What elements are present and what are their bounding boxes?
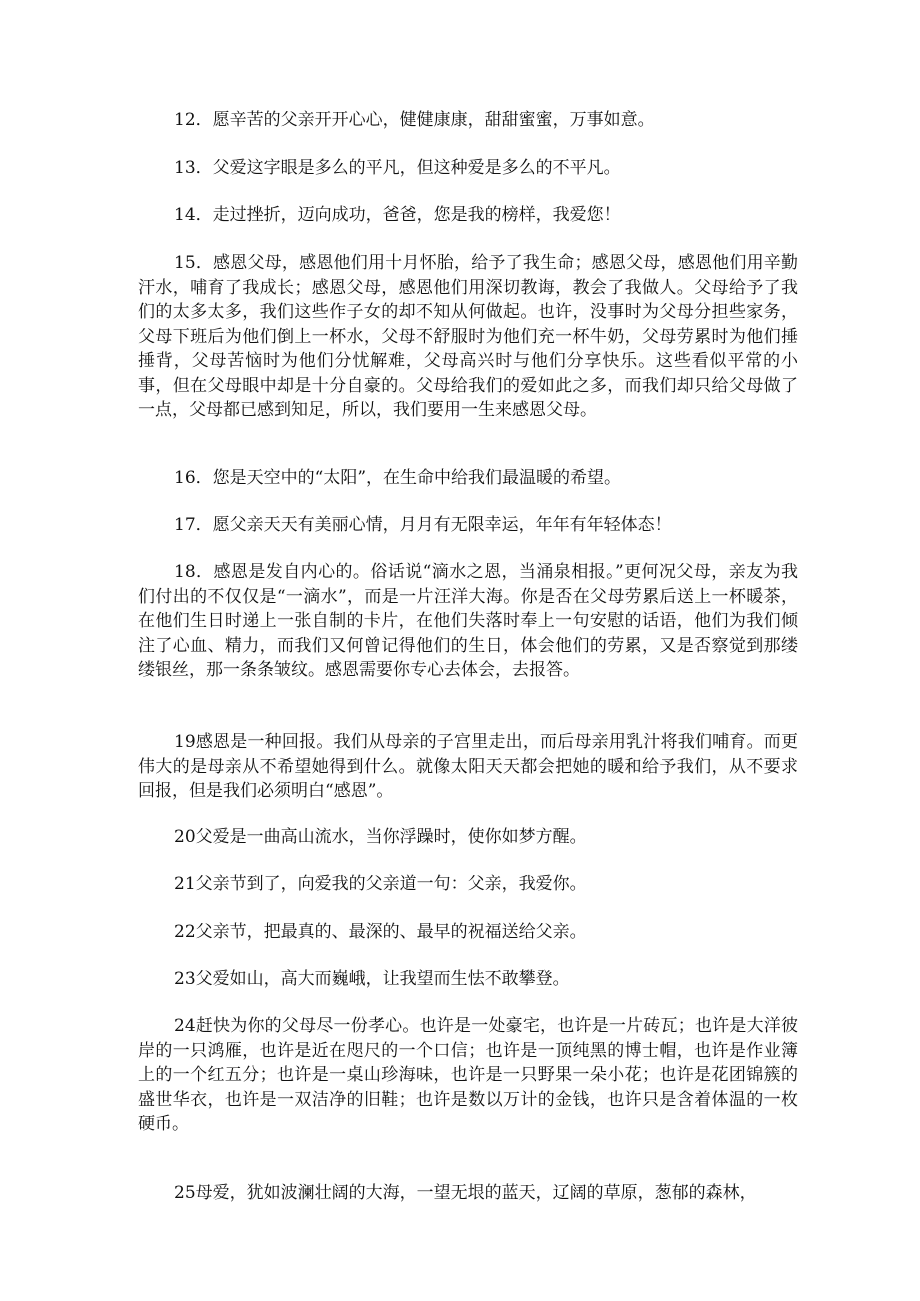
paragraph-19: 19感恩是一种回报。我们从母亲的子宫里走出，而后母亲用乳汁将我们哺育。而更伟大的是母亲从不希望她得到什么。就像太阳天天都会把她的暖和给予我们，从不要求回报，但是我们必须明白“感恩”。 [138, 732, 798, 801]
paragraph-24: 24赶快为你的父母尽一份孝心。也许是一处豪宅，也许是一片砖瓦；也许是大洋彼岸的一只鸿雁，也许是近在咫尺的一个口信；也许是一顶纯黑的博士帽，也许是作业簿上的一个红五分；也许是一桌山珍海味，也许是一只野果一朵小花；也许是花团锦簇的盛世华衣，也许是一双洁净的旧鞋；也许是数以万计的金钱，也许只是含着体温的一枚硬币。 [138, 1016, 798, 1134]
paragraph-21: 21父亲节到了，向爱我的父亲道一句：父亲，我爱你。 [174, 874, 587, 894]
paragraph-13: 13．父爱这字眼是多么的平凡，但这种爱是多么的不平凡。 [174, 158, 621, 178]
paragraph-16: 16．您是天空中的“太阳”，在生命中给我们最温暖的希望。 [174, 468, 622, 488]
paragraph-17: 17．愿父亲天天有美丽心情，月月有无限幸运，年年有年轻体态！ [174, 515, 672, 535]
paragraph-14: 14．走过挫折，迈向成功，爸爸，您是我的榜样，我爱您！ [174, 205, 621, 225]
paragraph-22: 22父亲节，把最真的、最深的、最早的祝福送给父亲。 [174, 922, 587, 942]
paragraph-18: 18．感恩是发自内心的。俗话说“滴水之恩，当涌泉相报。”更何况父母，亲友为我们付出的不仅仅是“一滴水”，而是一片汪洋大海。你是否在父母劳累后送上一杯暖茶，在他们生日时递上一张自制的卡片，在他们失落时奉上一句安慰的话语，他们为我们倾注了心血、精力，而我们又何曾记得他们的生日，体会他们的劳累，又是否察觉到那缕缕银丝，那一条条皱纹。感恩需要你专心去体会，去报答。 [138, 562, 798, 680]
paragraph-20: 20父爱是一曲高山流水，当你浮躁时，使你如梦方醒。 [174, 827, 587, 847]
paragraph-15: 15．感恩父母，感恩他们用十月怀胎，给予了我生命；感恩父母，感恩他们用辛勤汗水，哺育了我成长；感恩父母，感恩他们用深切教诲，教会了我做人。父母给予了我们的太多太多，我们这些作子女的却不知从何做起。也许，没事时为父母分担些家务，父母下班后为他们倒上一杯水，父母不舒服时为他们充一杯牛奶，父母劳累时为他们捶捶背，父母苦恼时为他们分忧解难，父母高兴时与他们分享快乐。这些看似平常的小事，但在父母眼中却是十分自豪的。父母给我们的爱如此之多，而我们却只给父母做了一点，父母都已感到知足，所以，我们要用一生来感恩父母。 [138, 253, 798, 420]
paragraph-12: 12．愿辛苦的父亲开开心心，健健康康，甜甜蜜蜜，万事如意。 [174, 110, 655, 130]
paragraph-23: 23父爱如山，高大而巍峨，让我望而生怯不敢攀登。 [174, 969, 570, 989]
paragraph-25: 25母爱，犹如波澜壮阔的大海，一望无垠的蓝天，辽阔的草原，葱郁的森林， [174, 1183, 757, 1203]
